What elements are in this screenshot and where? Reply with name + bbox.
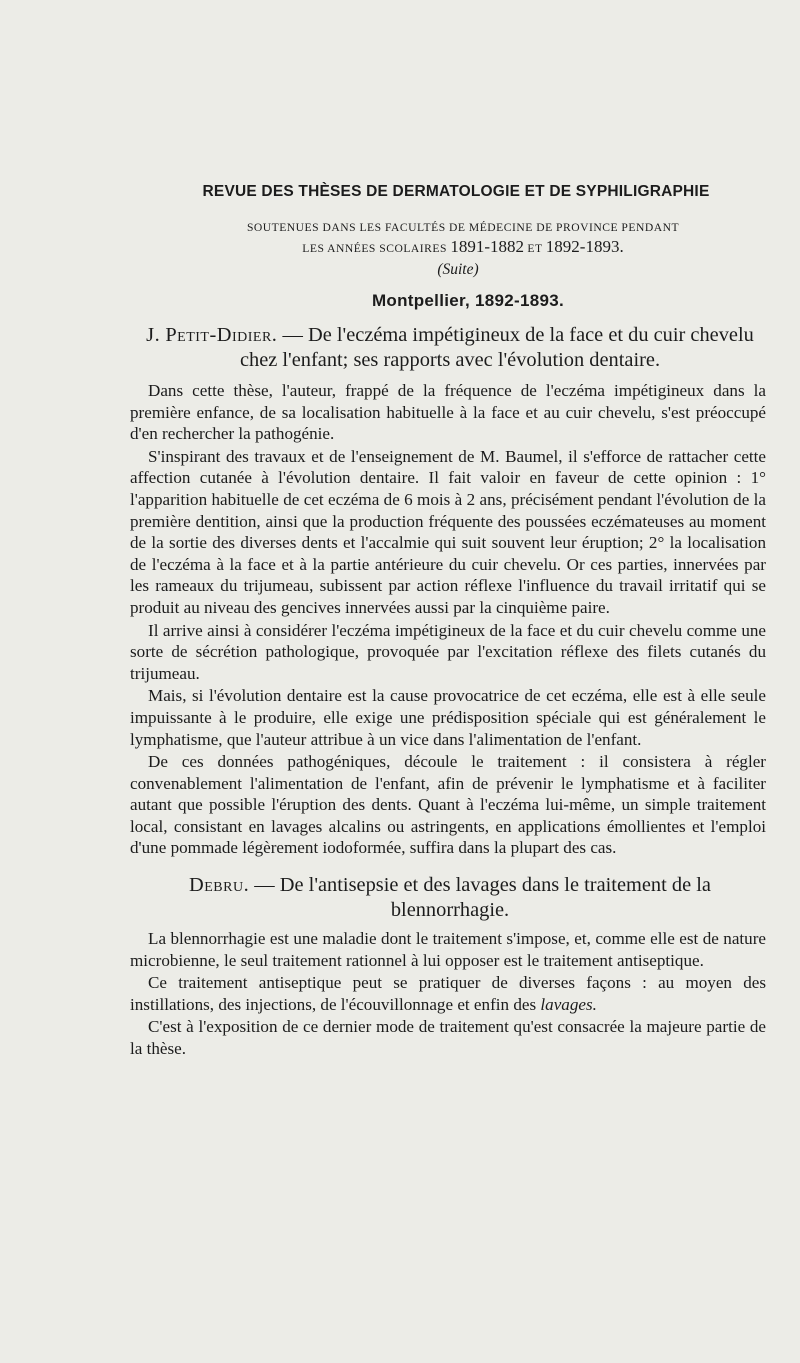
subtitle-conjunction: ET <box>527 242 543 255</box>
entry-2-title: — De l'antisepsie et des lavages dans le traitement de la blennorrhagie. <box>249 874 711 921</box>
subtitle-line-2 <box>150 237 776 258</box>
subtitle-year-1: 1891-1882 <box>450 237 524 256</box>
entry-2-paragraph-3: C'est à l'exposition de ce dernier mode de traitement qu'est consacrée la majeure partie de la thèse. <box>130 1017 766 1059</box>
entry-2-heading <box>130 873 770 922</box>
entry-2-author: Debru. <box>189 874 250 897</box>
entry-1-author: Petit-Didier. <box>165 324 278 346</box>
subtitle-years-label: LES ANNÉES SCOLAIRES <box>302 242 447 255</box>
entry-1-paragraph-5: De ces données pathogéniques, découle le traitement : il consistera à régler convenablement l'alimentation de l'enfant, afin de prévenir le lymphatisme et à faciliter autant que possible l'éruption des dents. Quant à l'eczéma lui-même, un simple traitement local, consistant en lavages alcalins ou astringents, en applications émollientes et l'emploi d'une pommade légèrement iodoformée, suffira dans la plupart des cas. <box>130 752 766 858</box>
subtitle-year-2: 1892-1893. <box>545 237 624 256</box>
entry-2-paragraph-2 <box>130 972 766 1015</box>
entry-2-paragraph-2-italic: lavages. <box>540 994 597 1014</box>
entry-2-paragraph-2-text: Ce traitement antiseptique peut se pratiquer de diverses façons : au moyen des instillations, des injections, de l'écouvillonnage et enfin des <box>130 973 766 1014</box>
entry-1-title: — De l'eczéma impétigineux de la face et du cuir chevelu chez l'enfant; ses rapports avec l'évolution dentaire. <box>239 324 754 371</box>
page-content <box>130 183 766 1061</box>
entry-1-initial: J. <box>146 324 161 346</box>
section-heading: Montpellier, 1892-1893. <box>371 291 565 310</box>
entry-1-paragraph-1: Dans cette thèse, l'auteur, frappé de la fréquence de l'eczéma impétigineux dans la première enfance, de sa localisation habituelle à la face et au cuir chevelu, s'est préoccupé d'en rechercher la pathogénie. <box>130 381 766 444</box>
entry-1-paragraph-3: Il arrive ainsi à considérer l'eczéma impétigineux de la face et du cuir chevelu comme une sorte de sécrétion pathologique, provoquée par l'excitation réflexe des filets cutanés du trijumeau. <box>130 620 766 683</box>
subtitle-line-1: SOUTENUES DANS LES FACULTÉS DE MÉDECINE DE PROVINCE PENDANT <box>246 221 680 234</box>
subtitle <box>150 218 776 258</box>
entry-1-paragraph-4: Mais, si l'évolution dentaire est la cause provocatrice de cet eczéma, elle est à elle seule impuissante à le produire, elle exige une prédisposition spéciale qui est généralement le lymphatisme, que l'auteur attribue à un vice dans l'alimentation de l'enfant. <box>130 686 766 749</box>
entry-2-paragraph-1: La blennorrhagie est une maladie dont le traitement s'impose, et, comme elle est de nature microbienne, le seul traitement rationnel à lui opposer est le traitement antiseptique. <box>130 929 766 970</box>
entry-1-heading <box>130 323 770 372</box>
suite-label: (Suite) <box>437 261 479 278</box>
entry-1-paragraph-2: S'inspirant des travaux et de l'enseignement de M. Baumel, il s'efforce de rattacher cette affection cutanée à l'évolution dentaire. Il fait valoir en faveur de cette opinion : 1° l'apparition habituelle de cet eczéma de 6 mois à 2 ans, précisément pendant l'évolution de la première dentition, ainsi que la production fréquente des poussées eczémateuses au moment de la sortie des diverses dents et l'accalmie qui suit souvent leur éruption; 2° la localisation de l'eczéma à la face et à la partie antérieure du cuir chevelu. Or ces parties, innervées par les rameaux du trijumeau, subissent par action réflexe l'influence du travail irritatif qui se produit au niveau des gencives innervées aussi par la cinquième paire. <box>130 446 766 617</box>
journal-title: REVUE DES THÈSES DE DERMATOLOGIE ET DE SYPHILIGRAPHIE <box>202 183 710 200</box>
